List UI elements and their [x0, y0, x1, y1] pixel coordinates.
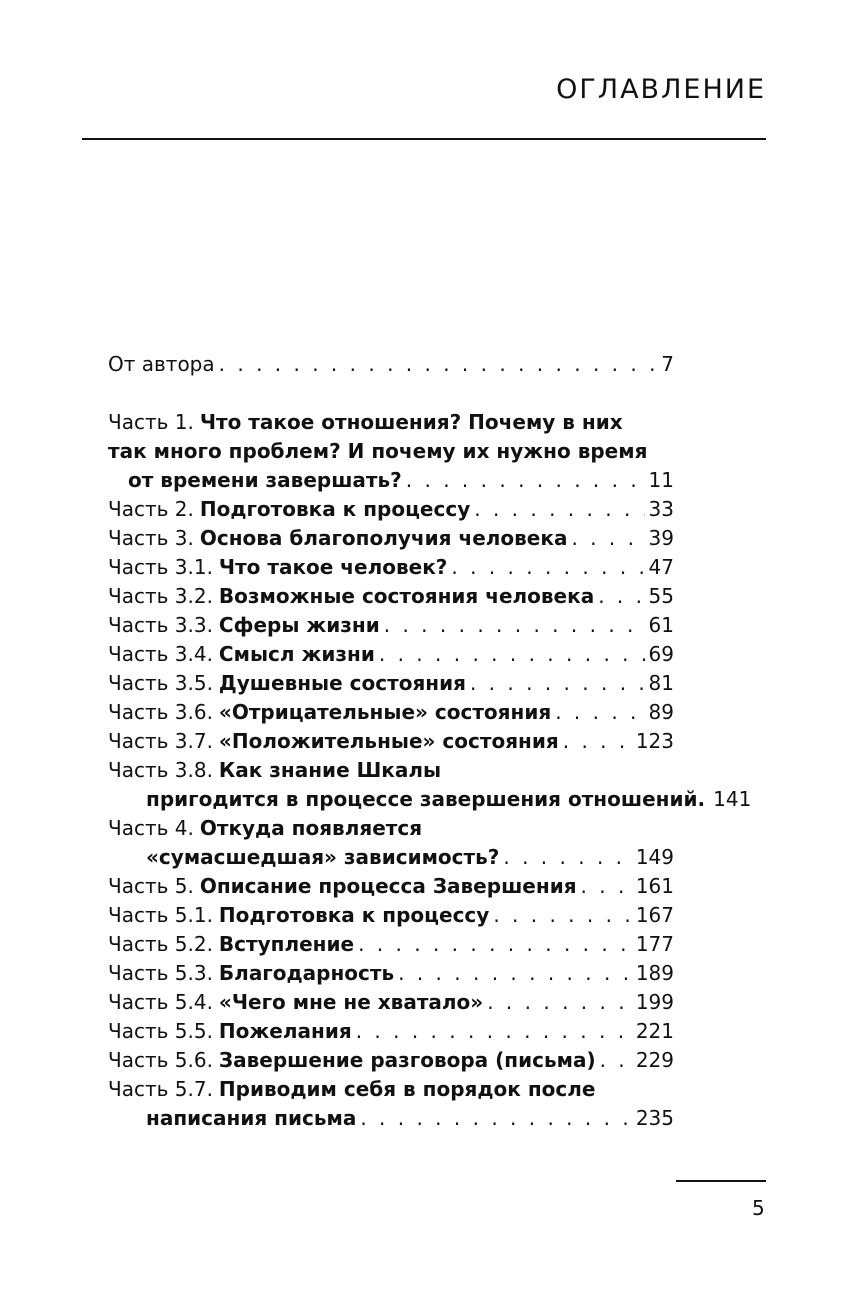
toc-entry: [108, 640, 674, 669]
toc-entry-title: Завершение разговора (письма): [218, 1048, 596, 1072]
header-rule: [82, 138, 766, 140]
dot-leader: [555, 698, 644, 727]
toc-page-number: 199: [635, 990, 674, 1014]
toc-entry-title: Душевные состояния: [218, 671, 466, 695]
toc-part-label: Часть 5.4.: [108, 990, 213, 1014]
toc-page-number: 81: [648, 671, 674, 695]
toc-entry: [108, 611, 674, 640]
toc-entry: [108, 814, 674, 872]
toc-page-number: 221: [635, 1019, 674, 1043]
toc-part-label: Часть 4.: [108, 816, 194, 840]
toc-entry: [108, 495, 674, 524]
toc-page-number: 11: [648, 468, 674, 492]
dot-leader: [379, 640, 645, 669]
toc-part-label: Часть 3.5.: [108, 671, 213, 695]
toc-entry: [108, 727, 674, 756]
dot-leader: [581, 872, 632, 901]
toc-entry: [108, 872, 674, 901]
toc-entry: [108, 698, 674, 727]
toc-entry-title: Вступление: [218, 932, 355, 956]
dot-leader: [503, 843, 631, 872]
dot-leader: [487, 988, 632, 1017]
toc-part-label: Часть 5.7.: [108, 1077, 213, 1101]
page-header: ОГЛАВЛЕНИЕ: [556, 74, 766, 105]
toc-entry: [108, 1046, 674, 1075]
toc-part-label: Часть 3.4.: [108, 642, 213, 666]
toc-page-number: 89: [648, 700, 674, 724]
toc-entry-title: Что такое отношения? Почему в них: [199, 410, 623, 434]
toc-entry-title: Описание процесса Завершения: [199, 874, 577, 898]
toc-page-number: 235: [635, 1106, 674, 1130]
dot-leader: [451, 553, 644, 582]
toc-entry-title: Пожелания: [218, 1019, 352, 1043]
dot-leader: [406, 466, 645, 495]
table-of-contents: [108, 350, 752, 1133]
toc-entry-title: «Чего мне не хватало»: [218, 990, 484, 1014]
toc-entry-title: Смысл жизни: [218, 642, 375, 666]
toc-entry: [108, 930, 674, 959]
toc-page-number: 7: [661, 352, 674, 376]
toc-page-number: 161: [635, 874, 674, 898]
toc-entry-title: От автора: [108, 352, 215, 376]
dot-leader: [398, 959, 632, 988]
footer-rule: [676, 1180, 766, 1182]
toc-entries-list: [108, 408, 752, 1133]
toc-page-number: 149: [635, 845, 674, 869]
toc-part-label: Часть 5.1.: [108, 903, 213, 927]
dot-leader: [470, 669, 645, 698]
toc-entry: [108, 988, 674, 1017]
toc-part-label: Часть 3.: [108, 526, 194, 550]
dot-leader: [384, 611, 645, 640]
toc-entry-preface: [108, 350, 674, 379]
toc-entry-title: Благодарность: [218, 961, 395, 985]
toc-part-label: Часть 5.5.: [108, 1019, 213, 1043]
toc-page-number: 177: [635, 932, 674, 956]
dot-leader: [571, 524, 644, 553]
toc-entry-title: «Отрицательные» состояния: [218, 700, 552, 724]
toc-part-label: Часть 3.8.: [108, 758, 213, 782]
toc-entry: [108, 408, 674, 495]
toc-part-label: Часть 3.2.: [108, 584, 213, 608]
toc-entry: [108, 524, 674, 553]
toc-page-number: 189: [635, 961, 674, 985]
dot-leader: [600, 1046, 632, 1075]
toc-part-label: Часть 5.3.: [108, 961, 213, 985]
toc-entry: [108, 553, 674, 582]
toc-page-number: 141: [713, 787, 752, 811]
page-number: 5: [752, 1196, 765, 1220]
toc-entry-title: Основа благополучия человека: [199, 526, 568, 550]
dot-leader: [219, 350, 658, 379]
dot-leader: [563, 727, 632, 756]
toc-part-label: Часть 1.: [108, 410, 194, 434]
toc-page-number: 123: [635, 729, 674, 753]
toc-entry-title: «Положительные» состояния: [218, 729, 559, 753]
toc-part-label: Часть 3.1.: [108, 555, 213, 579]
toc-entry: [108, 582, 674, 611]
toc-part-label: Часть 5.: [108, 874, 194, 898]
toc-entry-title: Подготовка к процессу: [199, 497, 471, 521]
toc-page-number: 47: [648, 555, 674, 579]
dot-leader: [598, 582, 644, 611]
toc-entry-title: Откуда появляется: [199, 816, 423, 840]
toc-entry: [108, 959, 674, 988]
toc-entry: [108, 669, 674, 698]
toc-entry-title: так много проблем? И почему их нужно время: [108, 439, 648, 463]
toc-entry-title: написания письма: [146, 1106, 357, 1130]
toc-entry-title: Подготовка к процессу: [218, 903, 490, 927]
toc-part-label: Часть 2.: [108, 497, 194, 521]
toc-page-number: 167: [635, 903, 674, 927]
toc-entry: [108, 756, 752, 814]
dot-leader: [356, 1017, 632, 1046]
dot-leader: [474, 495, 644, 524]
toc-entry-title: Приводим себя в порядок после: [218, 1077, 596, 1101]
toc-entry-title: пригодится в процессе завершения отношений.: [146, 787, 706, 811]
toc-page-number: 61: [648, 613, 674, 637]
toc-part-label: Часть 5.6.: [108, 1048, 213, 1072]
toc-entry-title: от времени завершать?: [128, 468, 402, 492]
toc-part-label: Часть 3.3.: [108, 613, 213, 637]
toc-entry-title: Возможные состояния человека: [218, 584, 595, 608]
dot-leader: [360, 1104, 632, 1133]
toc-entry: [108, 901, 674, 930]
toc-entry-title: Что такое человек?: [218, 555, 448, 579]
toc-page-number: 229: [635, 1048, 674, 1072]
toc-page-number: 69: [648, 642, 674, 666]
dot-leader: [493, 901, 632, 930]
toc-entry: [108, 1075, 674, 1133]
toc-page-number: 33: [648, 497, 674, 521]
toc-entry: [108, 1017, 674, 1046]
toc-entry-title: «сумасшедшая» зависимость?: [146, 845, 500, 869]
toc-page-number: 55: [648, 584, 674, 608]
toc-entry-title: Сферы жизни: [218, 613, 380, 637]
toc-page-number: 39: [648, 526, 674, 550]
dot-leader: [358, 930, 632, 959]
toc-entry-title: Как знание Шкалы: [218, 758, 442, 782]
toc-part-label: Часть 5.2.: [108, 932, 213, 956]
toc-part-label: Часть 3.7.: [108, 729, 213, 753]
toc-part-label: Часть 3.6.: [108, 700, 213, 724]
